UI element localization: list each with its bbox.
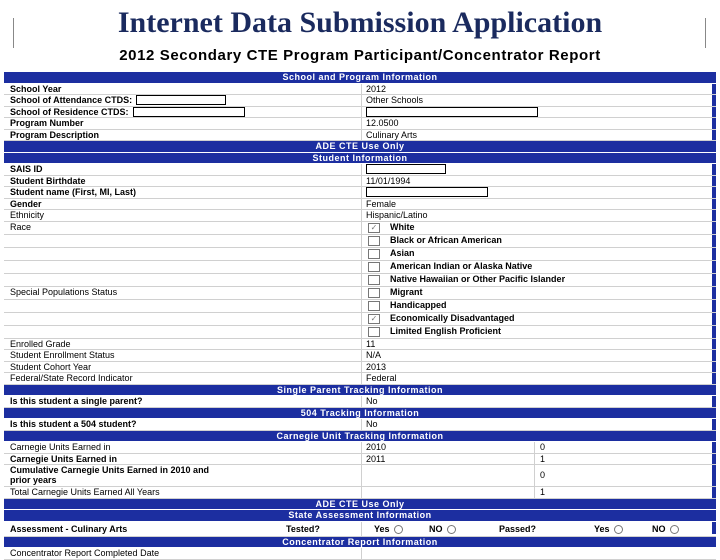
passed-no[interactable]: NO [652,524,679,534]
row-special-lep [4,326,716,339]
label: Program Number [10,118,84,128]
row-gender [4,199,716,211]
label: Carnegie Units Earned in [10,442,111,452]
label: Is this student a 504 student? [10,419,137,429]
row-carnegie-total [4,487,716,499]
label: Federal/State Record Indicator [10,373,133,383]
value: Federal [366,373,397,383]
value: No [366,396,378,406]
checkbox[interactable] [368,236,380,246]
label: Cumulative Carnegie Units Earned in 2010 and prior years [10,465,210,485]
attendance-select[interactable]: Other Schools [366,95,424,105]
option: Asian [390,247,415,258]
row-school-year [4,84,716,96]
row-race-white [4,222,716,235]
row-single-parent [4,396,716,408]
option: Handicapped [390,299,447,310]
row-concentrator [4,548,716,560]
tested-no[interactable]: NO [429,524,456,534]
row-special-handicapped [4,300,716,313]
label: Special Populations Status [10,286,118,297]
value: 0 [540,442,546,452]
label: School of Attendance CTDS: [10,95,226,105]
value: 2012 [366,83,387,94]
value: N/A [366,350,382,360]
sais-input[interactable] [366,164,446,174]
label: Student Cohort Year [10,361,92,372]
checkbox[interactable] [368,262,380,272]
option: Limited English Proficient [390,325,502,336]
page-title: Internet Data Submission Application [117,6,603,39]
checkbox[interactable] [368,275,380,285]
value: 12.0500 [366,118,399,128]
section-header-school: School and Program Information [4,72,716,84]
option: Economically Disadvantaged [390,312,515,323]
checkbox[interactable] [368,249,380,259]
label: Assessment - Culinary Arts [10,523,128,534]
row-record [4,373,716,385]
label: Carnegie Units Earned in [10,453,118,464]
report-title: 2012 Secondary CTE Program Participant/Concentrator Report [119,47,601,64]
row-special-econ [4,313,716,326]
section-header-carnegie: Carnegie Unit Tracking Information [4,431,716,443]
section-header-single-parent: Single Parent Tracking Information [4,385,716,397]
label: Student name (First, MI, Last) [10,187,137,197]
residence-input[interactable] [133,107,245,117]
tested-label: Tested? [286,523,320,534]
value: 0 [540,470,546,480]
checkbox-checked[interactable]: ✓ [368,223,380,233]
value: No [366,419,378,429]
option: Migrant [390,286,423,297]
year: 2011 [366,453,386,464]
value: 11/01/1994 [366,175,411,186]
row-assessment [4,522,716,537]
value: 2013 [366,361,387,372]
label: School of Residence CTDS: [10,107,245,117]
row-attendance [4,95,716,107]
section-header-concentrator: Concentrator Report Information [4,537,716,549]
row-carnegie-2011 [4,454,716,466]
row-carnegie-2010 [4,442,716,454]
option: Native Hawaiian or Other Pacific Islander [390,273,566,284]
section-header-student: Student Information [4,153,716,165]
value: 1 [540,487,546,497]
option: American Indian or Alaska Native [390,260,533,271]
label: Ethnicity [10,210,45,220]
label: Student Enrollment Status [10,350,115,360]
report-form [4,72,716,560]
tested-yes[interactable]: Yes [374,524,403,534]
label: School Year [10,83,62,94]
label: Race [10,221,32,232]
value: 11 [366,338,376,349]
row-program-desc [4,130,716,142]
row-special-migrant [4,287,716,300]
section-header-ade: ADE CTE Use Only [4,141,716,153]
row-carnegie-cumulative [4,465,716,487]
label: SAIS ID [10,164,43,174]
row-race-amind [4,261,716,274]
residence-input-2[interactable] [366,107,538,117]
attendance-input[interactable] [136,95,226,105]
row-sais [4,164,716,176]
row-residence [4,107,716,119]
row-504 [4,419,716,431]
title-divider-left [13,18,14,48]
option: White [390,221,415,232]
year: 2010 [366,442,387,452]
row-ethnicity [4,210,716,222]
value: Hispanic/Latino [366,210,428,220]
row-enrollment [4,350,716,362]
value: Female [366,198,397,209]
row-grade [4,339,716,351]
title-divider-right [705,18,706,48]
label: Enrolled Grade [10,338,71,349]
label: Gender [10,198,42,209]
passed-label: Passed? [499,523,537,534]
section-header-assessment: State Assessment Information [4,510,716,522]
checkbox-checked[interactable]: ✓ [368,314,380,324]
section-header-ade-2: ADE CTE Use Only [4,499,716,511]
label: Concentrator Report Completed Date [10,548,160,558]
checkbox[interactable] [368,288,380,298]
row-race-black [4,235,716,248]
label: Program Description [10,129,100,140]
passed-yes[interactable]: Yes [594,524,623,534]
row-program-number [4,118,716,130]
name-input[interactable] [366,187,488,197]
label: Student Birthdate [10,175,86,186]
row-name [4,187,716,199]
row-cohort [4,362,716,374]
label: Is this student a single parent? [10,396,143,406]
checkbox[interactable] [368,301,380,311]
value: 1 [540,453,546,464]
checkbox[interactable] [368,327,380,337]
row-race-asian [4,248,716,261]
option: Black or African American [390,234,502,245]
row-birthdate [4,176,716,188]
label: Total Carnegie Units Earned All Years [10,487,160,497]
section-header-504: 504 Tracking Information [4,408,716,420]
value: Culinary Arts [366,129,418,140]
row-race-nh [4,274,716,287]
